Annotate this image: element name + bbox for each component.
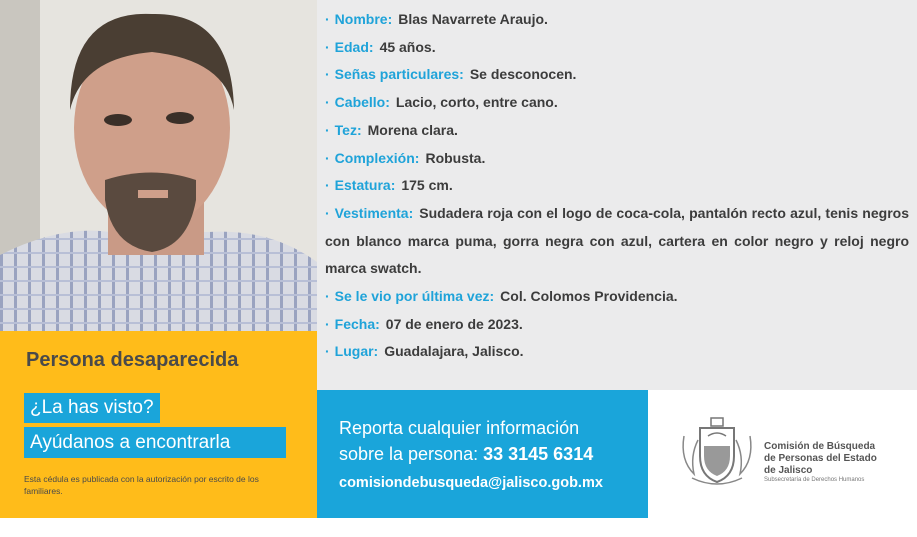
detail-value: Col. Colomos Providencia.	[500, 288, 678, 305]
bullet-icon: ·	[325, 121, 330, 138]
detail-value: 45 años.	[379, 38, 436, 55]
organization-subtitle: Subsecretaría de Derechos Humanos	[764, 477, 865, 483]
detail-item	[325, 61, 909, 89]
detail-label: Edad:	[334, 38, 374, 55]
detail-label: Fecha:	[334, 315, 380, 332]
detail-value: Sudadera roja con el logo de coca-cola, pantalón recto azul, tenis negros con blanco marca puma, gorra negra con azul, cartera en color negro y reloj negro marca swatch.	[325, 204, 909, 277]
bullet-icon: ·	[325, 94, 330, 111]
banner-question: ¿La has visto?	[24, 393, 160, 423]
detail-item	[325, 283, 909, 311]
detail-value: 175 cm.	[401, 177, 453, 194]
detail-label: Complexión:	[334, 149, 420, 166]
detail-label: Señas particulares:	[334, 66, 464, 83]
bullet-icon: ·	[325, 315, 330, 332]
missing-person-photo	[0, 0, 317, 331]
bullet-icon: ·	[325, 343, 330, 360]
detail-value: Guadalajara, Jalisco.	[384, 343, 524, 360]
detail-item	[325, 89, 909, 117]
bullet-icon: ·	[325, 204, 330, 221]
details-list	[317, 0, 917, 366]
bullet-icon: ·	[325, 149, 330, 166]
bullet-icon: ·	[325, 38, 330, 55]
bullet-icon: ·	[325, 11, 330, 27]
authorization-note: Esta cédula es publicada con la autorización por escrito de los familiares.	[24, 474, 259, 496]
detail-label: Nombre:	[334, 11, 393, 27]
detail-value: Lacio, corto, entre cano.	[395, 94, 558, 111]
detail-item	[325, 6, 909, 34]
detail-item	[325, 34, 909, 62]
bullet-icon: ·	[325, 177, 330, 194]
report-line: Reporta cualquier información	[339, 418, 580, 438]
report-email[interactable]: comisiondebusqueda@jalisco.gob.mx	[339, 475, 603, 491]
detail-value: Se desconocen.	[469, 66, 577, 83]
detail-label: Cabello:	[334, 94, 390, 111]
report-panel	[317, 390, 648, 518]
detail-value: 07 de enero de 2023.	[385, 315, 523, 332]
missing-banner	[0, 331, 317, 518]
organization-name: Comisión de Búsqueda de Personas del Estado de Jalisco	[764, 441, 877, 476]
banner-help: Ayúdanos a encontrarla	[24, 427, 286, 458]
bullet-icon: ·	[325, 288, 330, 305]
details-panel	[317, 0, 917, 390]
detail-label: Se le vio por última vez:	[334, 288, 495, 305]
detail-item	[325, 200, 909, 283]
detail-value: Blas Navarrete Araujo.	[398, 11, 548, 27]
detail-item	[325, 338, 909, 366]
person-portrait-image	[0, 0, 317, 331]
detail-item	[325, 311, 909, 339]
detail-item	[325, 172, 909, 200]
detail-label: Estatura:	[334, 177, 396, 194]
detail-value: Morena clara.	[367, 121, 458, 138]
detail-label: Tez:	[334, 121, 362, 138]
report-phone-line	[339, 444, 593, 465]
report-phone[interactable]: 33 3145 6314	[483, 444, 594, 464]
detail-label: Lugar:	[334, 343, 379, 360]
detail-value: Robusta.	[425, 149, 486, 166]
bullet-icon: ·	[325, 66, 330, 83]
jalisco-coat-of-arms-icon	[678, 416, 756, 490]
detail-item	[325, 117, 909, 145]
report-phone-prefix: sobre la persona:	[339, 444, 479, 464]
organization-block	[648, 390, 917, 518]
detail-item	[325, 145, 909, 173]
detail-label: Vestimenta:	[334, 204, 414, 221]
banner-title: Persona desaparecida	[26, 349, 239, 371]
